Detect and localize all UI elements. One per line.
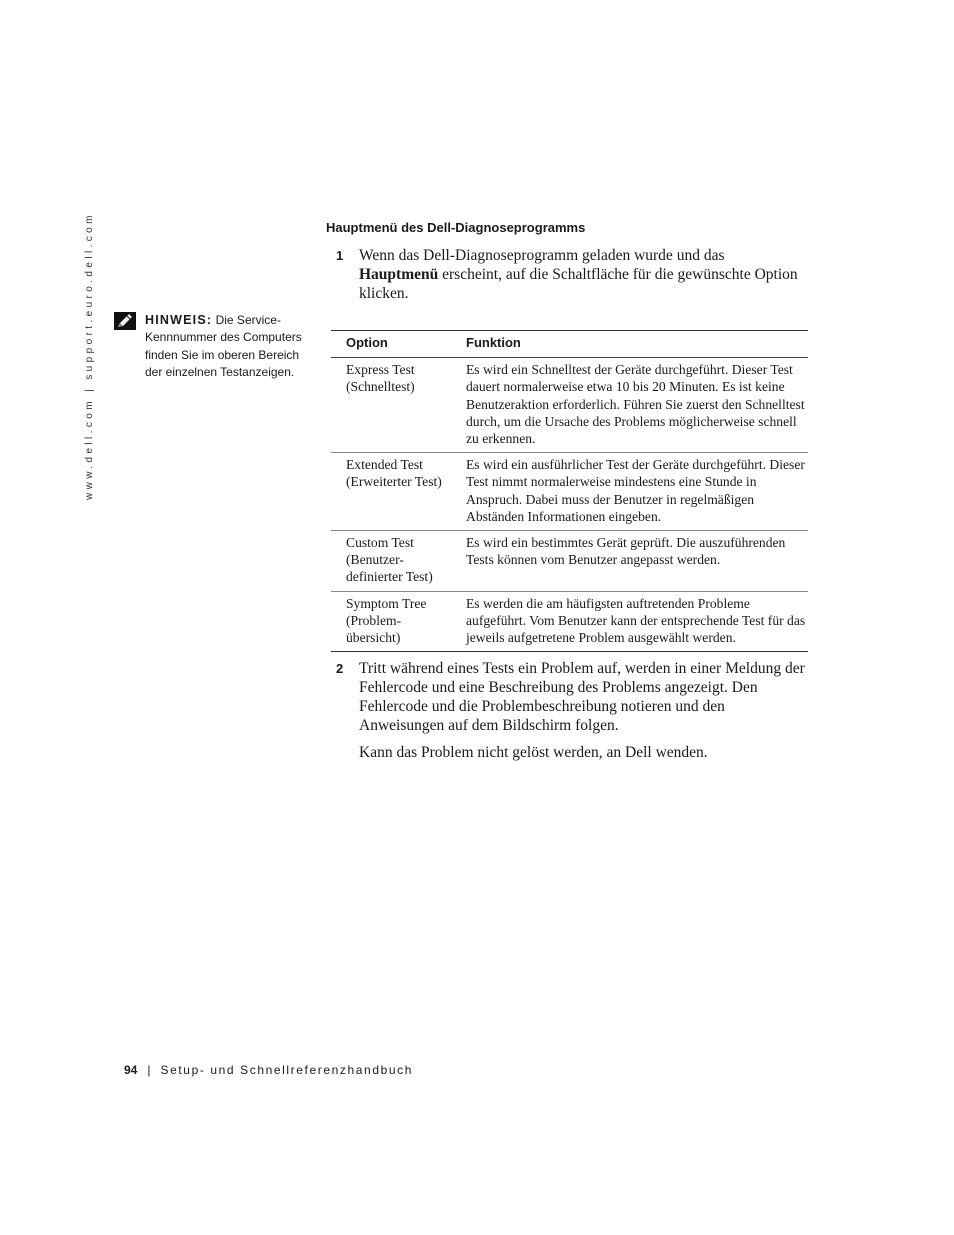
function-cell: Es werden die am häufigsten auftretenden Probleme aufgeführt. Vom Benutzer kann der entsprechende Test für das jeweils aufgetretene Problem ausgewählt werden.	[451, 591, 808, 652]
table-row	[331, 453, 808, 531]
footer-separator: |	[147, 1063, 151, 1077]
note-text: Die Service-Kennnummer des Computers finden Sie im oberen Bereich der einzelnen Testanzeigen.	[145, 313, 302, 379]
header-function: Funktion	[451, 331, 808, 358]
closing-text: Kann das Problem nicht gelöst werden, an Dell wenden.	[359, 744, 708, 761]
note-box	[114, 312, 304, 381]
option-cell: Extended Test (Erweiterter Test)	[331, 453, 451, 531]
note-body	[145, 312, 304, 381]
step-1-text: Wenn das Dell-Diagnoseprogramm geladen wurde und das Hauptmenü erscheint, auf die Schaltfläche für die gewünschte Option klicken.	[359, 247, 798, 302]
page-number: 94	[124, 1063, 138, 1077]
note-label: HINWEIS:	[145, 313, 213, 327]
section-title: Hauptmenü des Dell-Diagnoseprogramms	[326, 220, 586, 235]
step-1-number: 1	[336, 248, 344, 263]
step-2	[336, 659, 806, 735]
step-2-number: 2	[336, 661, 344, 676]
options-table	[331, 330, 808, 652]
step-1-bold: Hauptmenü	[359, 266, 439, 283]
table-row	[331, 358, 808, 453]
option-cell: Express Test (Schnelltest)	[331, 358, 451, 453]
page-footer	[124, 1063, 413, 1077]
step-2-text: Tritt während eines Tests ein Problem auf, werden in einer Meldung der Fehlercode und eine Beschreibung des Problems angezeigt. Den Fehlercode und die Problembeschreibung notieren und den Anweisungen auf dem Bildschirm folgen.	[359, 660, 805, 734]
function-cell: Es wird ein bestimmtes Gerät geprüft. Die auszuführenden Tests können vom Benutzer angepasst werden.	[451, 531, 808, 592]
table-row	[331, 531, 808, 592]
function-cell: Es wird ein ausführlicher Test der Geräte durchgeführt. Dieser Test nimmt normalerweise mindestens eine Stunde in Anspruch. Dabei muss der Benutzer in regelmäßigen Abständen Informationen eingeben.	[451, 453, 808, 531]
table-row	[331, 591, 808, 652]
step-1	[336, 246, 806, 303]
function-cell: Es wird ein Schnelltest der Geräte durchgeführt. Dieser Test dauert normalerweise etwa 10 bis 20 Minuten. Es ist keine Benutzeraktion erforderlich. Führen Sie zuerst den Schnelltest durch, um die Ursache des Problems möglicherweise schnell zu erkennen.	[451, 358, 808, 453]
option-cell: Custom Test (Benutzer-definierter Test)	[331, 531, 451, 592]
note-pencil-icon	[114, 312, 136, 330]
closing-paragraph	[336, 743, 806, 762]
table-header-row	[331, 331, 808, 358]
header-option: Option	[331, 331, 451, 358]
footer-title: Setup- und Schnellreferenzhandbuch	[160, 1063, 414, 1077]
option-cell: Symptom Tree (Problem-übersicht)	[331, 591, 451, 652]
side-url: www.dell.com | support.euro.dell.com	[84, 212, 95, 500]
